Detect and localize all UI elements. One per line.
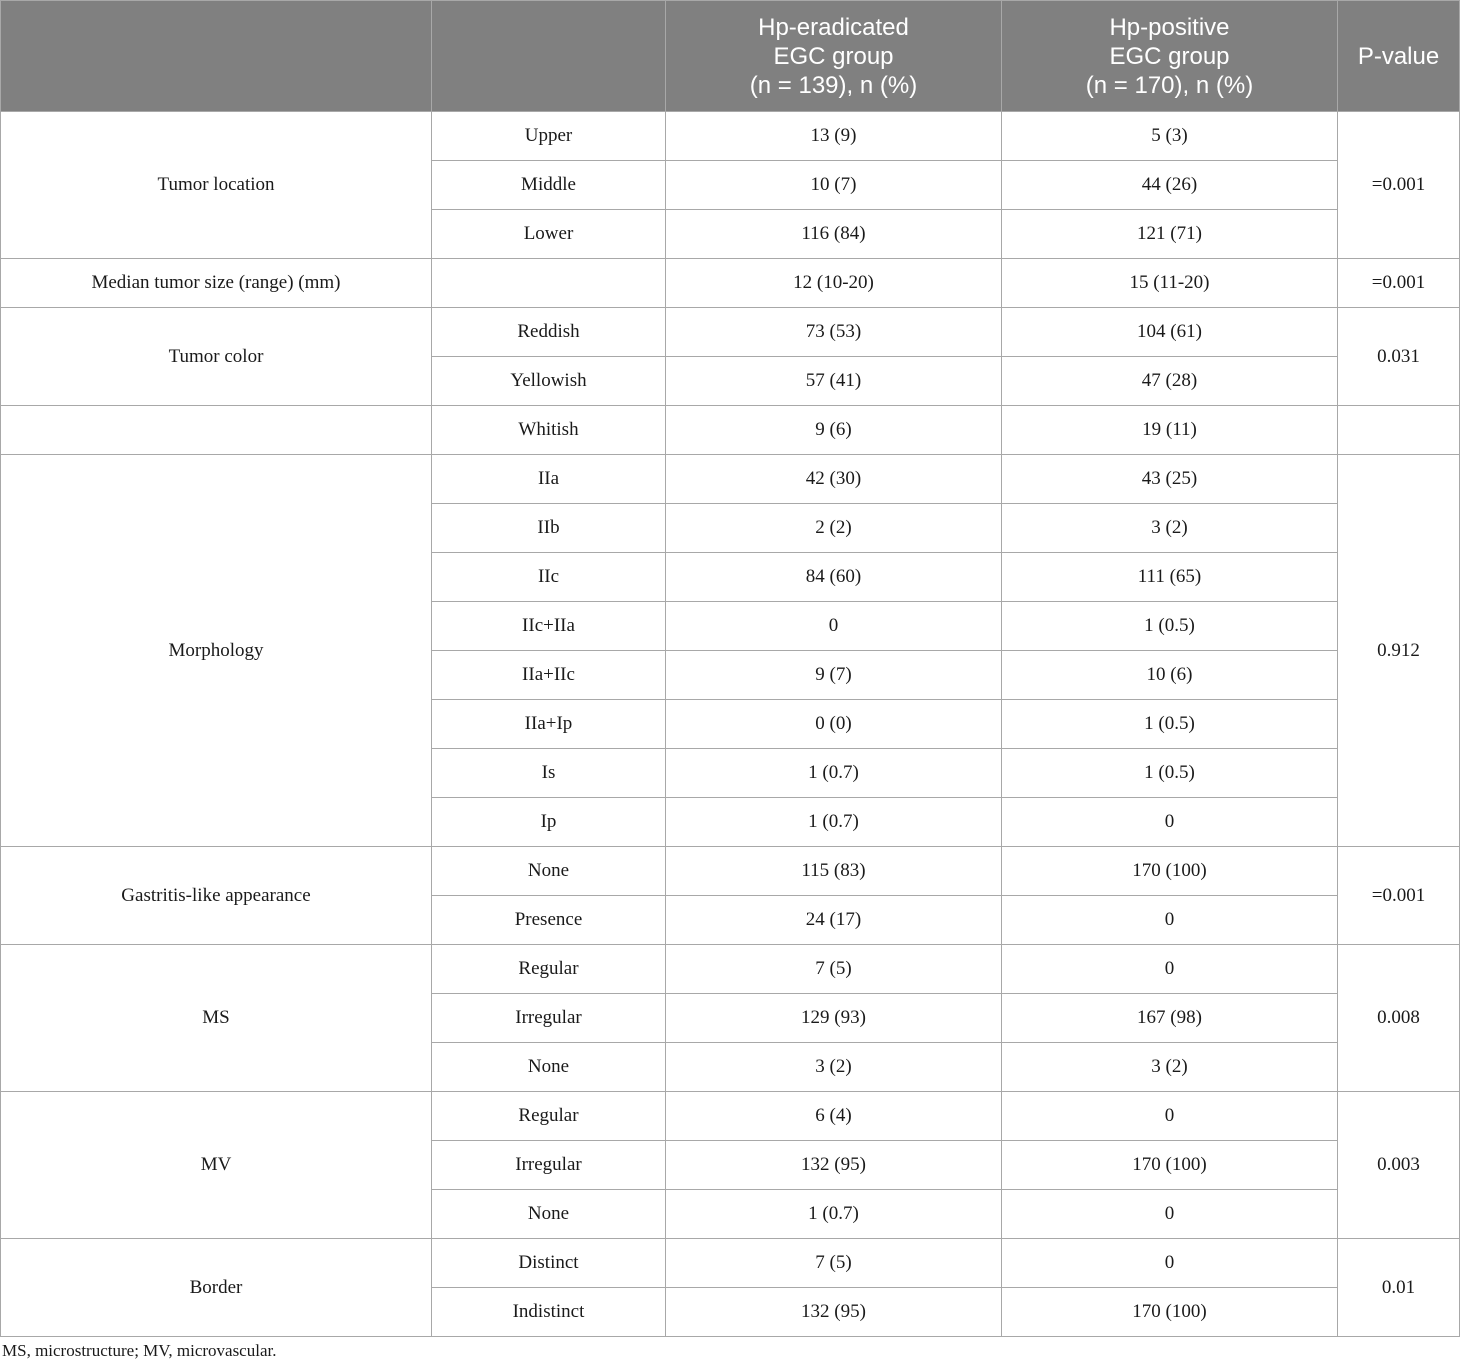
cell-positive: 10 (6)	[1002, 651, 1338, 700]
cell-eradicated: 3 (2)	[666, 1043, 1002, 1092]
table-footnote: MS, microstructure; MV, microvascular.	[2, 1341, 277, 1360]
cell-positive: 170 (100)	[1002, 1141, 1338, 1190]
row-category: None	[432, 847, 666, 896]
row-category: IIb	[432, 504, 666, 553]
header-eradicated-group	[666, 1, 1002, 112]
cell-eradicated: 1 (0.7)	[666, 798, 1002, 847]
cell-eradicated: 9 (7)	[666, 651, 1002, 700]
row-category: Regular	[432, 1092, 666, 1141]
cell-p-value: 0.031	[1338, 308, 1460, 406]
cell-positive: 1 (0.5)	[1002, 602, 1338, 651]
row-category: Indistinct	[432, 1288, 666, 1337]
cell-p-value: 0.003	[1338, 1092, 1460, 1239]
row-category: Yellowish	[432, 357, 666, 406]
row-category: Distinct	[432, 1239, 666, 1288]
cell-p-value: 0.008	[1338, 945, 1460, 1092]
table-row	[1, 308, 1460, 357]
row-category: Presence	[432, 896, 666, 945]
header-positive-line-2: EGC group	[1109, 42, 1230, 70]
cell-p-value: 0.912	[1338, 455, 1460, 847]
row-category: None	[432, 1043, 666, 1092]
cell-positive: 43 (25)	[1002, 455, 1338, 504]
row-category: Irregular	[432, 1141, 666, 1190]
cell-p-value: =0.001	[1338, 112, 1460, 259]
table-row	[1, 259, 1460, 308]
cell-positive: 3 (2)	[1002, 1043, 1338, 1092]
cell-eradicated: 6 (4)	[666, 1092, 1002, 1141]
header-eradicated-line-2: EGC group	[773, 42, 894, 70]
cell-positive: 0	[1002, 1190, 1338, 1239]
row-category: Middle	[432, 161, 666, 210]
row-category: IIc	[432, 553, 666, 602]
cell-positive: 167 (98)	[1002, 994, 1338, 1043]
header-category	[432, 1, 666, 112]
row-variable-label: Morphology	[1, 455, 432, 847]
cell-positive: 19 (11)	[1002, 406, 1338, 455]
table-row	[1, 406, 1460, 455]
cell-eradicated: 7 (5)	[666, 1239, 1002, 1288]
cell-positive: 0	[1002, 798, 1338, 847]
cell-eradicated: 116 (84)	[666, 210, 1002, 259]
cell-positive: 111 (65)	[1002, 553, 1338, 602]
cell-positive: 15 (11-20)	[1002, 259, 1338, 308]
header-positive-group	[1002, 1, 1338, 112]
cell-p-value	[1338, 406, 1460, 455]
cell-eradicated: 9 (6)	[666, 406, 1002, 455]
cell-eradicated: 115 (83)	[666, 847, 1002, 896]
row-category: None	[432, 1190, 666, 1239]
row-category: Irregular	[432, 994, 666, 1043]
cell-positive: 0	[1002, 1239, 1338, 1288]
header-row	[1, 1, 1460, 112]
cell-eradicated: 42 (30)	[666, 455, 1002, 504]
cell-positive: 5 (3)	[1002, 112, 1338, 161]
row-category: IIa+Ip	[432, 700, 666, 749]
cell-positive: 121 (71)	[1002, 210, 1338, 259]
cell-positive: 0	[1002, 1092, 1338, 1141]
cell-eradicated: 13 (9)	[666, 112, 1002, 161]
cell-positive: 1 (0.5)	[1002, 749, 1338, 798]
cell-positive: 104 (61)	[1002, 308, 1338, 357]
row-category: Lower	[432, 210, 666, 259]
table-row	[1, 945, 1460, 994]
row-category: IIc+IIa	[432, 602, 666, 651]
cell-positive: 44 (26)	[1002, 161, 1338, 210]
cell-p-value: =0.001	[1338, 259, 1460, 308]
cell-p-value: =0.001	[1338, 847, 1460, 945]
row-category: Ip	[432, 798, 666, 847]
table-row	[1, 112, 1460, 161]
row-variable-label: Median tumor size (range) (mm)	[1, 259, 432, 308]
row-category: Whitish	[432, 406, 666, 455]
row-variable-label	[1, 406, 432, 455]
cell-eradicated: 0 (0)	[666, 700, 1002, 749]
cell-eradicated: 73 (53)	[666, 308, 1002, 357]
cell-positive: 0	[1002, 945, 1338, 994]
table-row	[1, 847, 1460, 896]
cell-eradicated: 7 (5)	[666, 945, 1002, 994]
cell-eradicated: 12 (10-20)	[666, 259, 1002, 308]
table-body	[1, 112, 1460, 1337]
header-eradicated-line-3: (n = 139), n (%)	[749, 71, 918, 99]
cell-eradicated: 129 (93)	[666, 994, 1002, 1043]
cell-eradicated: 57 (41)	[666, 357, 1002, 406]
row-variable-label: Tumor location	[1, 112, 432, 259]
cell-positive: 1 (0.5)	[1002, 700, 1338, 749]
table-row	[1, 1092, 1460, 1141]
cell-eradicated: 0	[666, 602, 1002, 651]
row-category: Regular	[432, 945, 666, 994]
header-variable	[1, 1, 432, 112]
header-positive-line-1: Hp-positive	[1109, 13, 1230, 41]
cell-positive: 170 (100)	[1002, 1288, 1338, 1337]
row-variable-label: MS	[1, 945, 432, 1092]
cell-positive: 3 (2)	[1002, 504, 1338, 553]
row-variable-label: Gastritis-like appearance	[1, 847, 432, 945]
row-category	[432, 259, 666, 308]
cell-p-value: 0.01	[1338, 1239, 1460, 1337]
cell-positive: 0	[1002, 896, 1338, 945]
row-variable-label: MV	[1, 1092, 432, 1239]
row-variable-label: Border	[1, 1239, 432, 1337]
cell-positive: 170 (100)	[1002, 847, 1338, 896]
header-positive-line-3: (n = 170), n (%)	[1085, 71, 1254, 99]
header-p-value: P-value	[1338, 1, 1460, 112]
table-row	[1, 455, 1460, 504]
cell-positive: 47 (28)	[1002, 357, 1338, 406]
cell-eradicated: 10 (7)	[666, 161, 1002, 210]
row-variable-label: Tumor color	[1, 308, 432, 406]
table-row	[1, 1239, 1460, 1288]
cell-eradicated: 84 (60)	[666, 553, 1002, 602]
row-category: IIa+IIc	[432, 651, 666, 700]
row-category: Reddish	[432, 308, 666, 357]
row-category: IIa	[432, 455, 666, 504]
cell-eradicated: 2 (2)	[666, 504, 1002, 553]
header-eradicated-line-1: Hp-eradicated	[758, 13, 909, 41]
cell-eradicated: 132 (95)	[666, 1141, 1002, 1190]
cell-eradicated: 1 (0.7)	[666, 749, 1002, 798]
row-category: Is	[432, 749, 666, 798]
cell-eradicated: 1 (0.7)	[666, 1190, 1002, 1239]
row-category: Upper	[432, 112, 666, 161]
cell-eradicated: 132 (95)	[666, 1288, 1002, 1337]
cell-eradicated: 24 (17)	[666, 896, 1002, 945]
